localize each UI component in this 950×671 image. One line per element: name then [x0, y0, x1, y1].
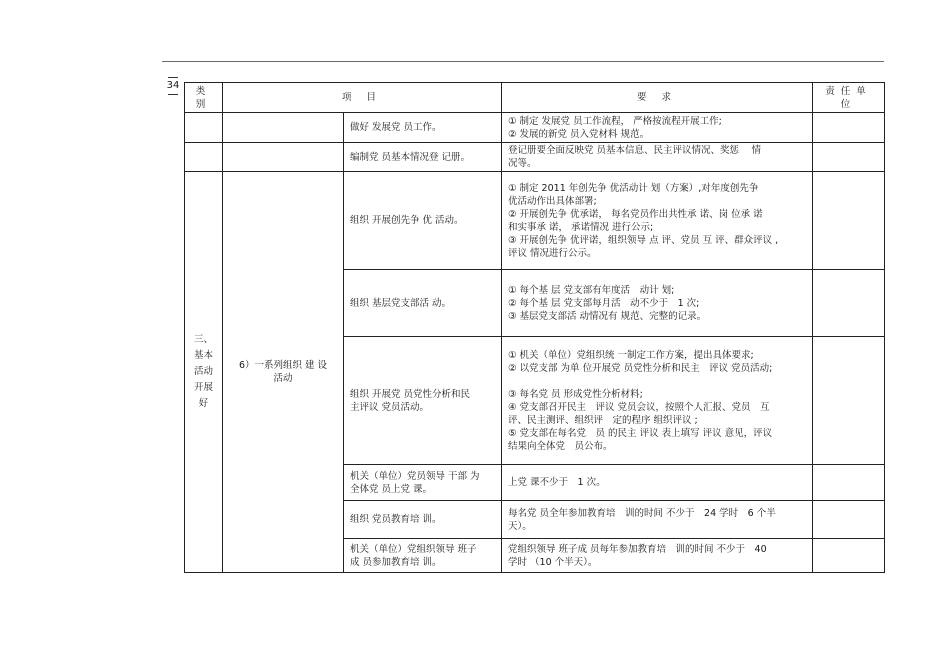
- header-category-line: 别: [195, 98, 212, 110]
- requirement-line: 评议 情况进行公示。: [508, 247, 597, 259]
- requirement-line: ① 制定 发展党 员工作流程， 严格按流程开展工作;: [508, 115, 722, 127]
- requirement-line: 上党 课不少于 1 次。: [508, 477, 606, 488]
- item-cell: [344, 501, 502, 539]
- requirement-line: 登记册要全面反映党 员基本信息、民主评议情况、奖惩 情: [508, 145, 762, 156]
- responsible-unit-cell: [813, 270, 885, 337]
- requirement-line: ② 每个基 层 党支部每月活 动不少于 1 次;: [508, 297, 700, 309]
- requirement-line: ② 开展创先争 优承诺， 每名党员作出共性承 诺、岗 位承 诺: [508, 208, 763, 220]
- item-cell: [344, 143, 502, 172]
- item-cell: [344, 270, 502, 337]
- requirement-cell: [502, 113, 813, 143]
- requirement-line: 评、民主测评、组织评 定的程序 组织评议 ;: [508, 414, 698, 426]
- category-line: 基本: [193, 350, 213, 361]
- item-text: 机关（单位）党组织领导 班子: [350, 543, 477, 555]
- page-number-value: 34: [166, 80, 180, 91]
- item-text: 机关（单位）党员领导 干部 为: [350, 470, 480, 482]
- subcategory-cell-empty: [223, 113, 344, 143]
- requirement-line: 结果向全体党 员公布。: [508, 440, 613, 452]
- page-number-dash-bottom: [168, 94, 178, 95]
- item-text: 成 员参加教育培 训。: [350, 556, 442, 568]
- category-cell: [185, 172, 223, 573]
- requirement-cell: [502, 337, 813, 465]
- requirement-line: ③ 基层党支部活 动情况有 规范、完整的记录。: [508, 310, 707, 322]
- requirement-line: ① 机关（单位）党组织统 一制定工作方案，提出具体要求;: [508, 349, 754, 361]
- item-text: 组织 基层党支部活 动。: [350, 297, 452, 309]
- category-cell-empty: [185, 113, 223, 143]
- header-item: 项 目: [223, 83, 502, 113]
- header-category-line: 类: [195, 85, 212, 97]
- item-cell: [344, 172, 502, 270]
- subcategory-line: 6）一系列组织 建 设: [238, 360, 328, 371]
- category-cell-empty: [185, 143, 223, 172]
- requirement-line: ③ 每名党 员 形成党性分析材料;: [508, 388, 643, 400]
- item-cell: [344, 113, 502, 143]
- responsible-unit-cell: [813, 113, 885, 143]
- requirement-line: ① 每个基 层 党支部有年度活 动计 划;: [508, 284, 675, 296]
- table-row: [185, 113, 885, 143]
- item-cell: [344, 465, 502, 501]
- responsible-unit-cell: [813, 501, 885, 539]
- requirement-cell: [502, 270, 813, 337]
- item-text: 做好 发展党 员工作。: [350, 122, 442, 133]
- requirement-line: 党组织领导 班子成 员每年参加教育培 训的时间 不少于 40: [508, 543, 767, 555]
- table-row: [185, 172, 885, 270]
- item-text: 全体党 员上党 课。: [350, 483, 433, 495]
- requirement-line: ④ 党支部召开民主 评议 党员会议，按照个人汇报、党员 互: [508, 401, 770, 413]
- table-row: [185, 143, 885, 172]
- requirement-line: ⑤ 党支部在每名党 员 的民主 评议 表上填写 评议 意见，评议: [508, 427, 773, 439]
- page-number-dash-top: [168, 77, 178, 78]
- category-line: 好: [198, 398, 209, 409]
- requirement-cell: [502, 172, 813, 270]
- header-responsible-unit: 责任单位: [813, 83, 885, 113]
- item-text: 组织 开展党 员党性分析和民: [350, 388, 471, 400]
- requirement-line: 学时 （10 个半天）。: [508, 556, 598, 568]
- requirement-line: 每名党 员全年参加教育培 训的时间 不少于 24 学时 6 个半: [508, 507, 776, 519]
- item-text: 组织 开展创先争 优 活动。: [350, 215, 464, 226]
- requirement-cell: [502, 539, 813, 573]
- requirement-line: 天）。: [508, 520, 532, 532]
- requirement-line: ③ 开展创先争 优评诺，组织领导 点 评、党员 互 评、群众评议 ,: [508, 234, 779, 246]
- item-text: 编制党 员基本情况登 记册。: [350, 151, 471, 163]
- requirement-line: 况等。: [508, 158, 537, 169]
- responsible-unit-cell: [813, 143, 885, 172]
- category-line: 活动: [193, 366, 213, 377]
- category-line: 三、: [193, 334, 213, 345]
- requirement-cell: [502, 143, 813, 172]
- item-text: 主评议 党员活动。: [350, 401, 430, 413]
- item-cell: [344, 539, 502, 573]
- requirement-line: 和实事承 诺， 承诺情况 进行公示;: [508, 221, 654, 233]
- requirement-cell: [502, 501, 813, 539]
- responsible-unit-cell: [813, 172, 885, 270]
- item-cell: [344, 337, 502, 465]
- header-rule: [162, 61, 884, 62]
- responsible-unit-cell: [813, 539, 885, 573]
- requirement-line: ② 以党支部 为单 位开展党 员党性分析和民主 评议 党员活动;: [508, 362, 773, 374]
- requirement-line: [508, 375, 806, 388]
- category-line: 开展: [193, 382, 213, 393]
- requirement-line: ② 发展的新党 员入党材料 规范。: [508, 128, 650, 140]
- work-requirements-table: [184, 82, 885, 573]
- responsible-unit-cell: [813, 337, 885, 465]
- subcategory-line: 活动: [273, 373, 293, 384]
- requirement-line: ① 制定 2011 年创先争 优活动计 划（方案）,对年度创先争: [508, 182, 759, 194]
- responsible-unit-cell: [813, 465, 885, 501]
- table-header-row: [185, 83, 885, 113]
- requirement-cell: [502, 465, 813, 501]
- header-category: [185, 83, 223, 113]
- subcategory-cell-empty: [223, 143, 344, 172]
- subcategory-cell: [223, 172, 344, 573]
- header-requirement: 要 求: [502, 83, 813, 113]
- requirement-line: 优活动作出具体部署;: [508, 195, 597, 207]
- item-text: 组织 党员教育培 训。: [350, 514, 442, 525]
- page-number: [163, 77, 183, 95]
